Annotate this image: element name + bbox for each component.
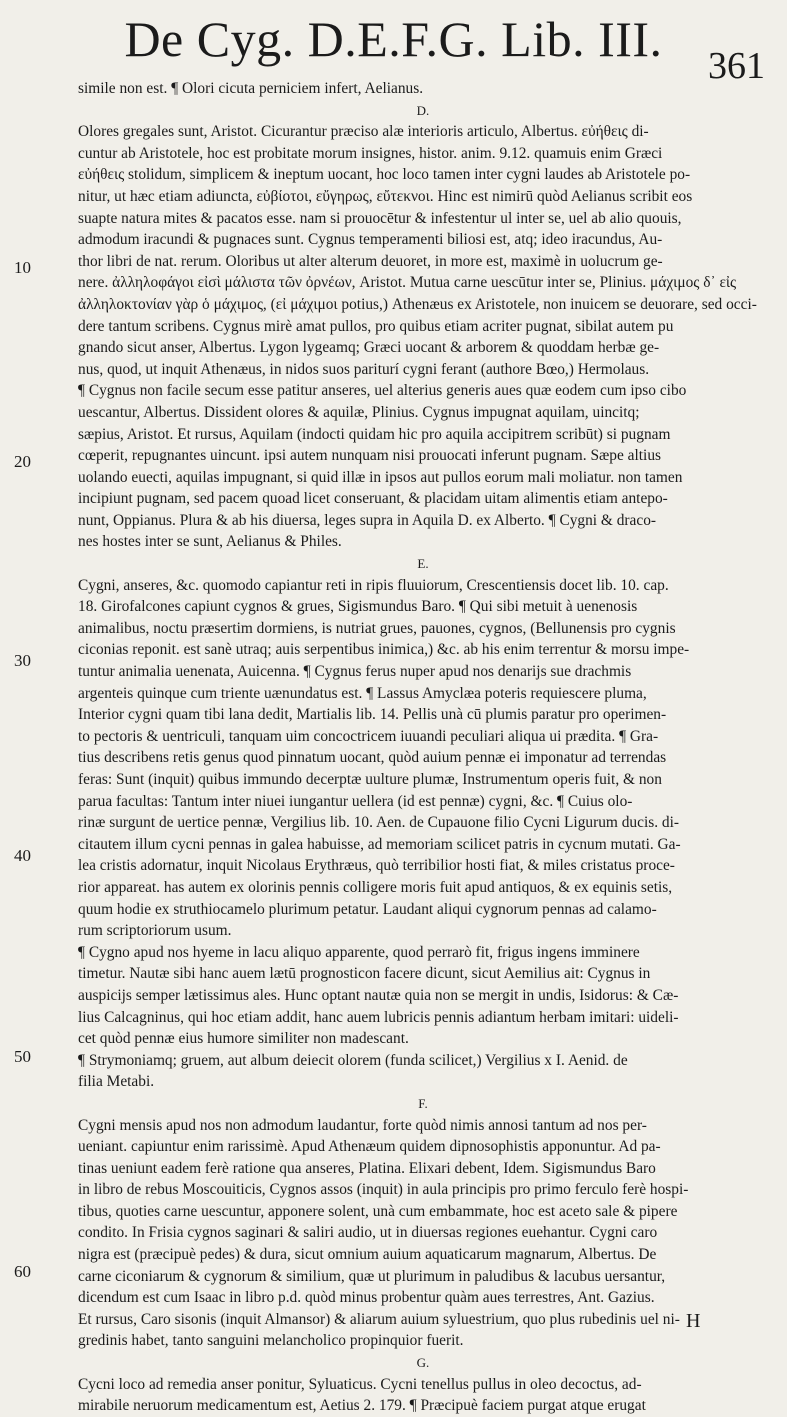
text-line: gredinis habet, tanto sanguini melancholico propinquior fuerit. [78,1332,464,1350]
text-line: nere. ἀλληλοφάγοι εἰσὶ μάλιστα τῶν ὀρνέων, Aristot. Mutua carne uescūtur inter se, Plinius. μάχιμος δ᾽ εἰς [78,274,737,292]
text-line: auspicijs semper lætissimus ales. Hunc optant nautæ quia non se mergit in undis, Isidorus: & Cæ- [78,986,679,1004]
catchword: H [686,1310,701,1332]
section-letter: G. [416,1355,430,1371]
text-line: nitur, ut hæc etiam adiuncta, εὐβίοτοι, εὔγηρως, εὔτεκνοι. Hinc est nimirū quòd Aelianus scribit eos [78,187,693,205]
section-letter: D. [416,102,430,118]
section-letter: F. [418,1095,428,1111]
text-line: Cygni, anseres, &c. quomodo capiantur reti in ripis fluuiorum, Crescentiensis docet lib. 10. cap. [78,576,669,594]
text-line: nunt, Oppianus. Plura & ab his diuersa, leges supra in Aquila D. ex Alberto. ¶ Cygni & draco- [78,511,657,529]
text-line: lius Calcagninus, qui hoc etiam addit, hanc auem lubricis pennis adiantum herbam imitari: uideli- [78,1008,679,1026]
text-line: ¶ Cygno apud nos hyeme in lacu aliquo apparente, quod perrarò fit, frigus ingens imminere [78,943,640,961]
text-line: dere tantum scribens. Cygnus mirè amat pullos, pro quibus etiam acriter pugnat, sibilat autem pu [78,317,674,335]
margin-line-numbers [0,0,78,1335]
text-line: ciconias reponit. est sanè utraq; auis serpentibus inimica,) &c. ab his enim terrentur & morsu impe- [78,641,690,659]
text-line: feras: Sunt (inquit) quibus immundo decerptæ uulture plumæ, Instrumentum operis fuit, & non [78,771,662,788]
text-line: animalibus, noctu præsertim dormiens, is nutriat grues, pauones, cygnos, (Bellunensis pro cygnis [78,619,676,637]
line-number: 10 [14,258,31,277]
text-line: rum scriptoriorum usum. [78,922,232,940]
text-line: nes hostes inter se sunt, Aelianus & Philes. [78,533,342,551]
text-line: mirabile neruorum medicamentum est, Aetius 2. 179. ¶ Præcipuè faciem purgat atque erugat [78,1397,646,1415]
line-number: 30 [14,651,31,670]
text-line: parua facultas: Tantum inter niuei iungantur uellera (id est pennæ) cygni, &c. ¶ Cuius olo- [78,792,633,810]
text-line: nus, quod, ut inquit Athenæus, in nidos suos pariturí cygni ferant (authore Bœo,) Hermolaus. [78,360,650,378]
text-line: ueniant. capiuntur enim rarissimè. Apud Athenæum quidem dipnosophistis apponuntur. Ad pa- [78,1138,661,1156]
text-line: ἀλληλοκτονίαν γὰρ ὁ μάχιμος, (εἰ μάχιμοι potius,) Athenæus ex Aristotele, non inuicem se deuorare, sed occi- [78,295,757,313]
text-line: incipiunt pugnam, sed pacem quoad licet conseruant, & placidam uitam alimentis etiam antepo- [78,490,668,508]
text-line: εὐήθεις stolidum, simplicem & ineptum uocant, hoc loco tamen inter cygni laudes ab Aristotele po- [78,166,691,184]
text-line: filia Metabi. [78,1073,155,1091]
line-number: 20 [14,452,31,471]
text-line: tius describens retis genus quod pinnatum uocant, quòd auium pennæ ei imponatur ad terrendas [78,749,667,767]
text-line: tinas ueniunt eadem ferè ratione qua anseres, Platina. Elixari debent, Idem. Sigismundus Baro [78,1159,656,1177]
text-line: thor libri de nat. rerum. Oloribus ut alter alterum deuoret, in more est, maximè in uolucrum ge- [78,252,663,270]
text-line: citautem illum cycni pennas in galea habuisse, ad memoriam scilicet patris in cycnum mutati. Ga- [78,835,681,853]
text-line: argenteis quinque cum triente uænundatus est. ¶ Lassus Amyclæa poteris requiescere pluma, [78,684,647,702]
text-line: tuntur animalia uenenata, Auicenna. ¶ Cygnus ferus nuper apud nos denarijs sue drachmis [78,663,632,681]
text-line: timetur. Nautæ sibi hanc auem lætū prognosticon facere dicunt, sicut Aemilius ait: Cygnus in [78,965,651,983]
text-line: Cycni loco ad remedia anser ponitur, Syluaticus. Cycni tenellus pullus in oleo decoctus, ad- [78,1375,642,1393]
text-line: dicendum est cum Isaac in libro p.d. quòd minus probentur quàm aues terrestres, Ant. Gazius. [78,1289,655,1307]
page-body-text [78,78,768,1417]
page-number: 361 [708,45,765,87]
text-line: carne ciconiarum & cygnorum & similium, quæ ut plurimum in paludibus & lacubus uersantur, [78,1267,666,1285]
running-header-title: De Cyg. D.E.F.G. Lib. III. [124,11,663,67]
text-line: simile non est. ¶ Olori cicuta perniciem infert, Aelianus. [78,80,424,97]
text-line: tibus, quoties carne uescuntur, apponere solent, unà cum embammate, hoc est aceto sale & pipere [78,1202,678,1220]
line-number: 40 [14,846,31,865]
text-line: Olores gregales sunt, Aristot. Cicurantur præciso alæ interioris articulo, Albertus. εὐήθεις di- [78,123,649,141]
text-line: ¶ Strymoniamq; gruem, aut album deiecit olorem (funda scilicet,) Vergilius x I. Aenid. de [78,1051,628,1069]
text-line: condito. In Frisia cygnos saginari & saliri audio, ut in diuersas regiones euehantur. Cygni caro [78,1224,658,1242]
text-line: Cygni mensis apud nos non admodum laudantur, forte quòd nimis annosi tantum ad nos per- [78,1116,647,1134]
text-line: uolando euecti, aquilas impugnant, si quid illæ in ipsos aut pullos eorum mali moliatur. non tamen [78,468,683,486]
text-line: to pectoris & uentriculi, tanquam uim concoctricem iuuandi peculiari aliqua ui prædita. ¶ Gra- [78,727,659,745]
text-line: gnando sicut anser, Albertus. Lygon lygeamq; Græci uocant & arborem & quoddam herbæ ge- [78,339,660,357]
section-letter: E. [417,556,429,572]
text-line: in libro de rebus Moscouiticis, Cygnos assos (inquit) in aula principis pro primo ferculo ferè hospi- [78,1181,689,1199]
text-line: lea cristis adornatur, inquit Nicolaus Erythræus, quò terribilior hosti fiat, & miles cristatus proce- [78,857,675,875]
text-line: nigra est (præcipuè pedes) & dura, sicut omnium auium aquaticarum magnarum, Albertus. De [78,1246,657,1264]
text-line: cuntur ab Aristotele, hoc est probitate morum insignes, histor. anim. 9.12. quamuis enim Græci [78,144,663,162]
text-line: rior appareat. has autem ex olorinis pennis colligere moris fuit apud antiquos, & ex equinis setis, [78,878,673,896]
text-line: Et rursus, Caro sisonis (inquit Almansor) & aliarum auium syluestrium, quo plus rubedinis uel ni- [78,1310,680,1328]
text-line: cœperit, repugnantes uincunt. ipsi autem nunquam nisi prouocati inferunt pugnam. Sæpe altius [78,447,662,465]
text-line: 18. Girofalcones capiunt cygnos & grues, Sigismundus Baro. ¶ Qui sibi metuit à uenenosis [78,598,638,616]
text-line: admodum iracundi & pugnaces sunt. Cygnus temperamenti biliosi est, atq; ideo iracundus, Au- [78,231,663,249]
text-line: ¶ Cygnus non facile secum esse patitur anseres, uel alterius generis aues quæ eodem cum ipso cibo [78,382,687,400]
text-line: Interior cygni quam tibi lana dedit, Martialis lib. 14. Pellis unà cū plumis paratur pro operimen- [78,706,667,724]
text-line: sæpius, Aristot. Et rursus, Aquilam (indocti quidam hic pro aquila accipitrem scribūt) si pugnam [78,425,671,443]
line-number: 50 [14,1047,31,1066]
text-line: rinæ surgunt de uertice pennæ, Vergilius lib. 10. Aen. de Cupauone filio Cycni Ligurum ducis. di- [78,814,680,832]
text-line: suapte natura mites & pacatos esse. nam si prouocētur & infestentur ul inter se, uel ab alio quouis, [78,209,682,227]
text-line: cet quòd pennæ eius humore similiter non madescant. [78,1030,409,1048]
line-number: 60 [14,1262,31,1281]
text-line: uescantur, Albertus. Dissident olores & aquilæ, Plinius. Cygnus impugnat aquilam, uincitq; [78,403,640,421]
text-line: quum hodie ex struthiocamelo plurimum petatur. Laudant aliqui cygnorum pennas ad calamo- [78,900,657,918]
